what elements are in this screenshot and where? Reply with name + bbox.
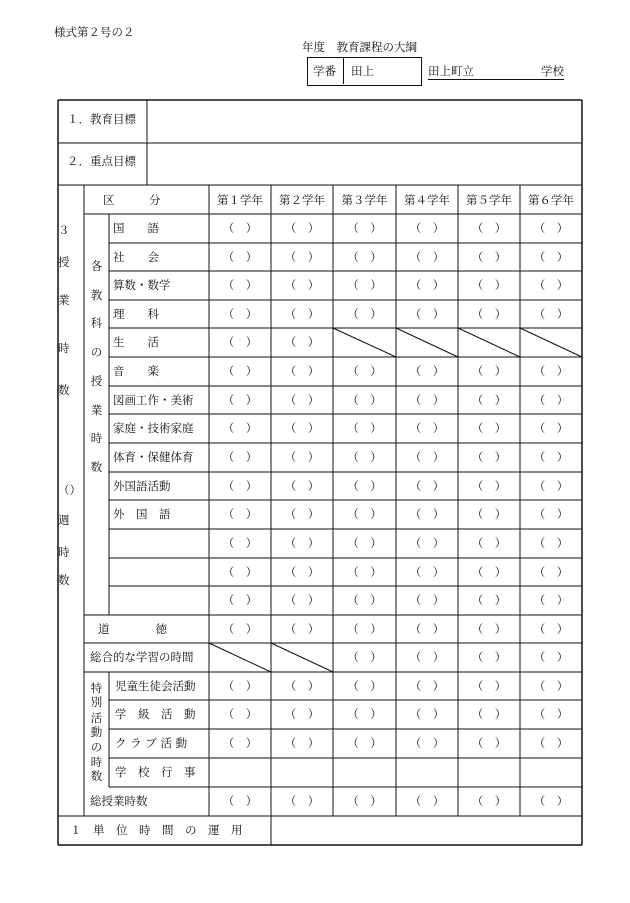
hours-cell[interactable]: （ ） bbox=[409, 593, 445, 607]
hours-cell[interactable]: （ ） bbox=[222, 250, 258, 264]
hours-cell[interactable]: （ ） bbox=[222, 278, 258, 292]
hours-cell[interactable]: （ ） bbox=[471, 221, 507, 235]
education-goal-field[interactable] bbox=[147, 101, 582, 142]
hours-cell[interactable]: （ ） bbox=[347, 250, 382, 264]
hours-cell[interactable]: （ ） bbox=[471, 565, 507, 579]
school-id-value[interactable]: 田上 bbox=[351, 64, 374, 78]
hours-cell[interactable]: （ ） bbox=[222, 307, 258, 321]
hours-side-label-char: 週 bbox=[58, 513, 70, 527]
hours-cell[interactable]: （ ） bbox=[471, 794, 507, 808]
subject-group-label-char: 科 bbox=[90, 316, 103, 330]
hours-cell[interactable]: （ ） bbox=[409, 622, 445, 636]
hours-cell[interactable]: （ ） bbox=[409, 565, 445, 579]
subject-label: 理 科 bbox=[113, 307, 159, 321]
hours-cell[interactable]: （ ） bbox=[222, 221, 258, 235]
hours-cell[interactable]: （ ） bbox=[409, 250, 445, 264]
hours-cell[interactable]: （ ） bbox=[347, 364, 382, 378]
hours-cell[interactable]: （ ） bbox=[222, 507, 258, 521]
grade-header-3: 第３学年 bbox=[341, 193, 388, 207]
section-education-goal-label: １．教育目標 bbox=[67, 112, 136, 126]
grade-header-6: 第６学年 bbox=[528, 193, 574, 207]
division-header: 区 分 bbox=[103, 193, 161, 207]
hours-cell[interactable]: （ ） bbox=[533, 507, 569, 521]
hours-cell[interactable]: （ ） bbox=[409, 679, 445, 693]
hours-cell[interactable]: （ ） bbox=[347, 221, 382, 235]
hours-cell[interactable]: （ ） bbox=[533, 393, 569, 407]
total-hours-label: 総授業時数 bbox=[90, 794, 148, 808]
hours-cell[interactable]: （ ） bbox=[284, 479, 320, 493]
hours-cell[interactable]: （ ） bbox=[471, 307, 507, 321]
hours-cell[interactable]: （ ） bbox=[284, 679, 320, 693]
special-activities-label-char: 動 bbox=[90, 725, 103, 739]
special-activities-label-char: 時 bbox=[90, 755, 103, 769]
hours-cell[interactable]: （ ） bbox=[471, 421, 507, 435]
subject-group-label-char: 各 bbox=[90, 259, 103, 273]
hours-side-label-char: 数 bbox=[58, 573, 70, 587]
hours-cell[interactable]: （ ） bbox=[284, 794, 320, 808]
hours-cell[interactable]: （ ） bbox=[471, 393, 507, 407]
hours-cell[interactable]: （ ） bbox=[409, 507, 445, 521]
hours-cell[interactable]: （ ） bbox=[284, 593, 320, 607]
hours-side-label-char: 数 bbox=[58, 383, 70, 397]
subject-label: 外国語活動 bbox=[113, 479, 171, 493]
hours-cell[interactable]: （ ） bbox=[347, 536, 382, 550]
hours-side-label-char: （） bbox=[58, 483, 81, 497]
subject-group-label-char: 授 bbox=[90, 374, 103, 388]
hours-cell[interactable]: （ ） bbox=[222, 794, 258, 808]
hours-side-label-char: ３ bbox=[58, 223, 70, 237]
hours-cell[interactable]: （ ） bbox=[409, 479, 445, 493]
hours-cell[interactable]: （ ） bbox=[533, 278, 569, 292]
hours-cell[interactable]: （ ） bbox=[284, 221, 320, 235]
hours-cell[interactable]: （ ） bbox=[533, 221, 569, 235]
hours-cell[interactable]: （ ） bbox=[347, 479, 382, 493]
subject-group-label-char: 業 bbox=[90, 403, 103, 417]
hours-cell[interactable]: （ ） bbox=[409, 736, 445, 750]
hours-side-label-char: 時 bbox=[58, 341, 70, 355]
subject-group-label-char: の bbox=[90, 345, 103, 359]
school-name-suffix: 学校 bbox=[541, 64, 564, 78]
hours-cell[interactable]: （ ） bbox=[471, 507, 507, 521]
hours-cell[interactable]: （ ） bbox=[284, 536, 320, 550]
hours-cell[interactable]: （ ） bbox=[284, 364, 320, 378]
hours-cell[interactable]: （ ） bbox=[347, 593, 382, 607]
grade-header-5: 第５学年 bbox=[466, 193, 512, 207]
hours-cell[interactable]: （ ） bbox=[533, 622, 569, 636]
hours-cell[interactable]: （ ） bbox=[533, 794, 569, 808]
special-activity-label: ク ラ ブ 活 動 bbox=[115, 736, 188, 750]
grade-header-4: 第４学年 bbox=[404, 193, 450, 207]
subject-group-label-char: 教 bbox=[90, 288, 103, 302]
hours-cell[interactable]: （ ） bbox=[409, 278, 445, 292]
hours-cell[interactable]: （ ） bbox=[284, 335, 320, 349]
section-priority-goal-label: ２．重点目標 bbox=[67, 154, 136, 168]
subject-label: 音 楽 bbox=[113, 364, 159, 378]
hours-cell[interactable]: （ ） bbox=[533, 707, 569, 721]
hours-cell[interactable]: （ ） bbox=[284, 278, 320, 292]
hours-cell[interactable]: （ ） bbox=[471, 479, 507, 493]
hours-cell[interactable]: （ ） bbox=[284, 565, 320, 579]
hours-cell[interactable]: （ ） bbox=[409, 421, 445, 435]
hours-cell[interactable]: （ ） bbox=[284, 393, 320, 407]
hours-cell[interactable]: （ ） bbox=[533, 679, 569, 693]
special-activity-label: 学 級 活 動 bbox=[115, 707, 196, 721]
hours-cell[interactable]: （ ） bbox=[533, 565, 569, 579]
hours-cell[interactable]: （ ） bbox=[533, 479, 569, 493]
hours-cell[interactable]: （ ） bbox=[471, 622, 507, 636]
subject-label: 外 国 語 bbox=[113, 507, 171, 521]
hours-cell[interactable]: （ ） bbox=[471, 250, 507, 264]
hours-cell[interactable]: （ ） bbox=[222, 622, 258, 636]
subject-group-label-char: 数 bbox=[90, 460, 103, 474]
hours-cell[interactable]: （ ） bbox=[347, 307, 382, 321]
special-activities-label-char: の bbox=[90, 740, 103, 754]
subject-label: 図画工作・美術 bbox=[113, 393, 194, 407]
hours-cell[interactable]: （ ） bbox=[533, 250, 569, 264]
hours-cell[interactable]: （ ） bbox=[409, 393, 445, 407]
hours-cell[interactable]: （ ） bbox=[533, 593, 569, 607]
special-activities-label-char: 活 bbox=[90, 711, 103, 725]
hours-cell[interactable]: （ ） bbox=[409, 650, 445, 664]
special-activities-label-char: 特 bbox=[90, 681, 103, 695]
special-activity-label: 児童生徒会活動 bbox=[115, 679, 196, 693]
hours-cell[interactable]: （ ） bbox=[533, 307, 569, 321]
hours-cell[interactable]: （ ） bbox=[533, 650, 569, 664]
priority-goal-field[interactable] bbox=[147, 143, 582, 185]
hours-cell[interactable]: （ ） bbox=[347, 421, 382, 435]
moral-education-label: 道 徳 bbox=[98, 622, 167, 636]
hours-cell[interactable]: （ ） bbox=[222, 479, 258, 493]
hours-cell[interactable]: （ ） bbox=[284, 507, 320, 521]
hours-cell[interactable]: （ ） bbox=[284, 421, 320, 435]
hours-cell[interactable]: （ ） bbox=[471, 707, 507, 721]
hours-side-label-char: 業 bbox=[58, 293, 70, 307]
hours-cell[interactable]: （ ） bbox=[533, 364, 569, 378]
hours-cell[interactable]: （ ） bbox=[222, 335, 258, 349]
hours-cell[interactable]: （ ） bbox=[533, 421, 569, 435]
hours-cell[interactable]: （ ） bbox=[222, 393, 258, 407]
hours-cell[interactable]: （ ） bbox=[471, 536, 507, 550]
hours-cell[interactable]: （ ） bbox=[471, 593, 507, 607]
hours-cell[interactable]: （ ） bbox=[347, 707, 382, 721]
hours-cell[interactable]: （ ） bbox=[409, 221, 445, 235]
hours-cell[interactable]: （ ） bbox=[222, 593, 258, 607]
hours-cell[interactable]: （ ） bbox=[222, 679, 258, 693]
unit-time-operation-label: １ 単 位 時 間 の 運 用 bbox=[70, 823, 243, 837]
hours-cell[interactable]: （ ） bbox=[347, 507, 382, 521]
hours-cell[interactable]: （ ） bbox=[284, 250, 320, 264]
hours-cell[interactable]: （ ） bbox=[409, 794, 445, 808]
hours-cell[interactable]: （ ） bbox=[284, 450, 320, 464]
form-number: 様式第２号の２ bbox=[54, 25, 135, 39]
subject-label: 算数・数学 bbox=[113, 278, 171, 292]
hours-cell[interactable]: （ ） bbox=[409, 707, 445, 721]
hours-cell[interactable]: （ ） bbox=[347, 679, 382, 693]
hours-cell[interactable]: （ ） bbox=[409, 364, 445, 378]
hours-cell[interactable]: （ ） bbox=[222, 450, 258, 464]
hours-cell[interactable]: （ ） bbox=[409, 307, 445, 321]
hours-cell[interactable]: （ ） bbox=[471, 736, 507, 750]
hours-cell[interactable]: （ ） bbox=[347, 393, 382, 407]
hours-cell[interactable]: （ ） bbox=[471, 278, 507, 292]
integrated-study-label: 総合的な学習の時間 bbox=[90, 650, 194, 664]
special-activities-label-char: 別 bbox=[90, 695, 103, 709]
subject-label: 社 会 bbox=[113, 250, 159, 264]
hours-cell[interactable]: （ ） bbox=[347, 565, 382, 579]
hours-cell[interactable]: （ ） bbox=[409, 450, 445, 464]
school-name-prefix: 田上町立 bbox=[428, 64, 474, 78]
hours-cell[interactable]: （ ） bbox=[471, 450, 507, 464]
hours-cell[interactable]: （ ） bbox=[533, 450, 569, 464]
hours-cell[interactable]: （ ） bbox=[471, 650, 507, 664]
hours-cell[interactable]: （ ） bbox=[284, 707, 320, 721]
hours-cell[interactable]: （ ） bbox=[284, 736, 320, 750]
grade-header-1: 第１学年 bbox=[217, 193, 263, 207]
hours-cell[interactable]: （ ） bbox=[222, 565, 258, 579]
grade-header-2: 第２学年 bbox=[279, 193, 325, 207]
hours-cell[interactable]: （ ） bbox=[409, 536, 445, 550]
special-activities-label-char: 数 bbox=[90, 769, 103, 783]
hours-cell[interactable]: （ ） bbox=[533, 736, 569, 750]
subject-label: 家庭・技術家庭 bbox=[113, 421, 194, 435]
hours-cell[interactable]: （ ） bbox=[347, 450, 382, 464]
hours-cell[interactable]: （ ） bbox=[347, 622, 382, 636]
hours-cell[interactable]: （ ） bbox=[471, 679, 507, 693]
hours-cell[interactable]: （ ） bbox=[347, 278, 382, 292]
document-title: 年度 教育課程の大綱 bbox=[302, 40, 417, 54]
hours-cell[interactable]: （ ） bbox=[284, 622, 320, 636]
unit-time-operation-field[interactable] bbox=[271, 816, 582, 845]
hours-side-label-char: 時 bbox=[58, 545, 70, 559]
school-id-label: 学番 bbox=[313, 64, 336, 78]
hours-cell[interactable]: （ ） bbox=[347, 794, 382, 808]
hours-cell[interactable]: （ ） bbox=[471, 364, 507, 378]
hours-cell[interactable]: （ ） bbox=[222, 536, 258, 550]
hours-cell[interactable]: （ ） bbox=[284, 307, 320, 321]
hours-cell[interactable]: （ ） bbox=[347, 736, 382, 750]
hours-cell[interactable]: （ ） bbox=[222, 421, 258, 435]
hours-cell[interactable]: （ ） bbox=[222, 707, 258, 721]
subject-label: 生 活 bbox=[113, 335, 159, 349]
subject-group-label-char: 時 bbox=[90, 431, 103, 445]
hours-cell[interactable]: （ ） bbox=[222, 736, 258, 750]
special-activity-label: 学 校 行 事 bbox=[115, 765, 196, 779]
hours-cell[interactable]: （ ） bbox=[347, 650, 382, 664]
hours-side-label-char: 授 bbox=[58, 255, 70, 269]
subject-label: 国 語 bbox=[113, 221, 159, 235]
subject-label: 体育・保健体育 bbox=[113, 450, 194, 464]
hours-cell[interactable]: （ ） bbox=[222, 364, 258, 378]
hours-cell[interactable]: （ ） bbox=[533, 536, 569, 550]
